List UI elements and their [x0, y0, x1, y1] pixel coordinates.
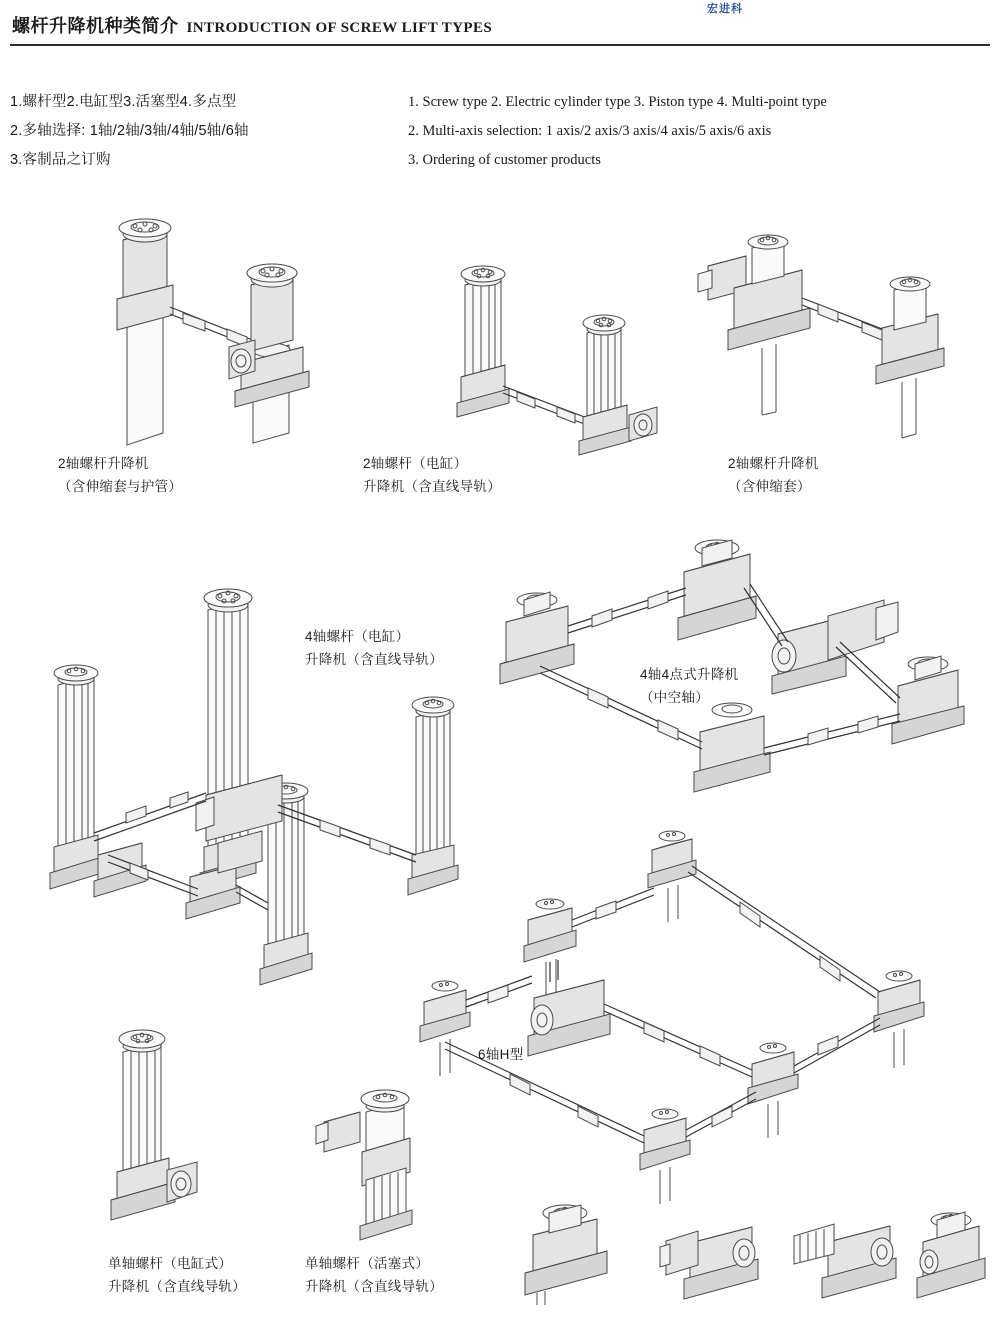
caption-line-1: 4轴4点式升降机 [640, 667, 739, 682]
caption-line-2: 升降机（含直线导轨） [108, 1279, 246, 1294]
caption-line-1: 单轴螺杆（电缸式） [108, 1256, 233, 1271]
caption-line-2: （含伸缩套） [728, 479, 811, 494]
fig-2axis-telescopic-caption [728, 452, 958, 498]
caption-line-1: 单轴螺杆（活塞式） [305, 1256, 430, 1271]
page-title-cn: 螺杆升降机种类简介 [12, 16, 179, 36]
caption-line-2: （含伸缩套与护管） [58, 479, 183, 494]
title-divider [10, 44, 990, 46]
gearbox-unit-2 [660, 1215, 770, 1305]
fig-2axis-telescopic-guard-caption [58, 452, 288, 498]
page-title [12, 12, 988, 38]
fig-2axis-electric-cylinder [435, 255, 675, 455]
caption-line-1: 2轴螺杆（电缸） [363, 456, 468, 471]
caption-line-2: （中空轴） [640, 690, 709, 705]
intro-cn-line-1: 1.螺杆型2.电缸型3.活塞型4.多点型 [10, 94, 237, 110]
fig-2axis-telescopic [690, 240, 950, 440]
gearbox-unit-4 [905, 1212, 995, 1307]
intro-list-en [408, 88, 968, 175]
fig-6axis-h-type-caption [478, 1043, 678, 1066]
caption-line-2: 升降机（含直线导轨） [305, 652, 443, 667]
gearbox-unit-1 [515, 1205, 625, 1305]
intro-cn-line-2: 2.多轴选择: 1轴/2轴/3轴/4轴/5轴/6轴 [10, 123, 249, 139]
page-title-en: INTRODUCTION OF SCREW LIFT TYPES [186, 20, 493, 36]
caption-line-1: 2轴螺杆升降机 [58, 456, 149, 471]
fig-2axis-telescopic-guard [55, 195, 315, 445]
caption-line-1: 4轴螺杆（电缸） [305, 629, 410, 644]
gearbox-unit-3 [790, 1210, 910, 1305]
intro-en-line-3: 3. Ordering of customer products [408, 152, 601, 168]
brand-logo: 宏进科 [707, 3, 743, 15]
intro-list-cn [10, 88, 390, 175]
intro-en-line-1: 1. Screw type 2. Electric cylinder type 3. Piston type 4. Multi-point type [408, 94, 827, 110]
caption-line-2: 升降机（含直线导轨） [363, 479, 501, 494]
fig-single-axis-piston [310, 1090, 450, 1240]
fig-single-axis-electric-cylinder [95, 1020, 225, 1235]
intro-cn-line-3: 3.客制品之订购 [10, 152, 111, 168]
caption-line-1: 2轴螺杆升降机 [728, 456, 819, 471]
fig-4axis-4point-hollow-caption [640, 663, 870, 709]
fig-2axis-electric-cylinder-caption [363, 452, 613, 498]
caption-line-2: 升降机（含直线导轨） [305, 1279, 443, 1294]
fig-6axis-h-type [400, 830, 960, 1190]
caption-line-1: 6轴H型 [478, 1047, 524, 1062]
intro-en-line-2: 2. Multi-axis selection: 1 axis/2 axis/3 axis/4 axis/5 axis/6 axis [408, 123, 772, 139]
